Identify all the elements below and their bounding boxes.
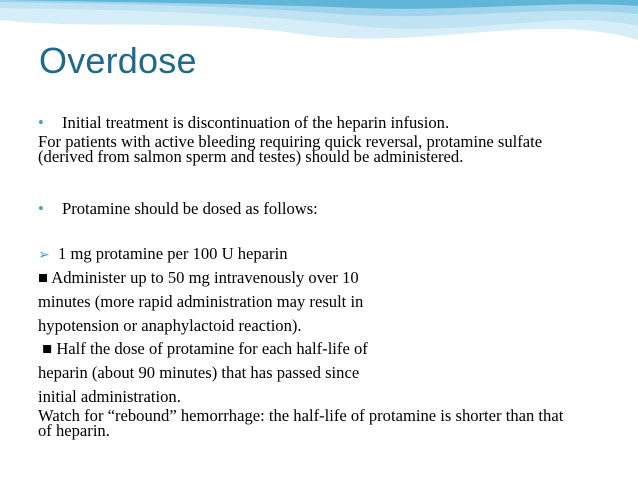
- line-text: For patients with active bleeding requiring quick reversal, protamine sulfate (derived from salmon sperm and testes) should be administered.: [38, 132, 543, 166]
- body-line-11: [38, 406, 578, 440]
- line-text: minutes (more rapid administration may result in: [38, 292, 364, 311]
- bullet-icon: •: [38, 199, 44, 218]
- line-text: 1 mg protamine per 100 U heparin: [58, 244, 288, 263]
- body-line-6: [38, 292, 363, 311]
- line-text: ■ Administer up to 50 mg intravenously over 10: [38, 268, 359, 287]
- bullet-icon: •: [38, 113, 44, 132]
- slide-title: Overdose: [39, 40, 197, 81]
- line-text: ■ Half the dose of protamine for each half-life of: [38, 339, 368, 358]
- body-line-1: [38, 113, 449, 132]
- body-line-8: [38, 339, 368, 358]
- body-line-2: [38, 132, 598, 166]
- body-line-9: [38, 363, 359, 382]
- arrow-bullet-icon: ➢: [38, 248, 50, 263]
- body-line-10: [38, 387, 181, 406]
- body-line-4: [38, 244, 288, 265]
- line-text: initial administration.: [38, 387, 181, 406]
- line-text: Protamine should be dosed as follows:: [62, 199, 318, 218]
- line-text: Initial treatment is discontinuation of the heparin infusion.: [62, 113, 450, 132]
- line-text: Watch for “rebound” hemorrhage: the half-life of protamine is shorter than that of heparin.: [38, 406, 564, 440]
- body-line-5: [38, 268, 359, 287]
- body-line-7: [38, 316, 302, 335]
- line-text: hypotension or anaphylactoid reaction).: [38, 316, 302, 335]
- body-line-3: [38, 199, 318, 218]
- line-text: heparin (about 90 minutes) that has passed since: [38, 363, 360, 382]
